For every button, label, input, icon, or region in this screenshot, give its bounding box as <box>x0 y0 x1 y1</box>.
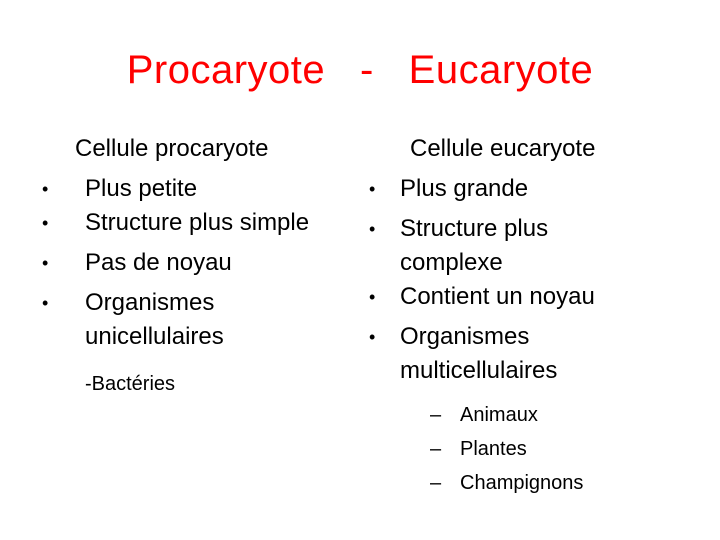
sublist-item-text: Plantes <box>460 438 527 460</box>
procaryote-list <box>0 172 360 354</box>
bullet-icon: • <box>369 287 376 307</box>
sublist-item-text: Champignons <box>460 472 584 494</box>
eucaryote-sublist <box>430 398 583 500</box>
dash-icon: – <box>430 438 442 460</box>
list-item <box>0 206 360 246</box>
sublist-item <box>430 432 583 466</box>
eucaryote-list <box>360 172 700 388</box>
list-item-text: Contient un noyau <box>400 283 595 310</box>
bullet-icon: • <box>42 253 49 273</box>
sublist-item <box>430 398 583 432</box>
list-item-text: Structure plus complexe <box>400 215 549 276</box>
sublist-item <box>430 466 583 500</box>
dash-icon: – <box>430 404 442 426</box>
list-item-text: Organismes multicellulaires <box>400 323 558 384</box>
bullet-icon: • <box>42 179 49 199</box>
list-item-text: Organismes unicellulaires <box>85 289 224 350</box>
bullet-icon: • <box>369 327 376 347</box>
list-item <box>360 280 700 320</box>
procaryote-heading: Cellule procaryote <box>75 135 269 162</box>
list-item <box>360 320 600 388</box>
list-item <box>360 212 560 280</box>
slide-title: Procaryote - Eucaryote <box>126 48 594 92</box>
bullet-icon: • <box>369 179 376 199</box>
list-item <box>0 286 285 354</box>
list-item-text: Plus grande <box>400 175 529 202</box>
eucaryote-heading: Cellule eucaryote <box>410 135 596 162</box>
list-item-text: Plus petite <box>85 175 198 202</box>
bullet-icon: • <box>42 213 49 233</box>
bacteria-note: -Bactéries <box>85 373 176 395</box>
list-item <box>0 172 360 206</box>
list-item <box>0 246 360 286</box>
list-item-text: Pas de noyau <box>85 249 232 276</box>
sublist-item-text: Animaux <box>460 404 538 426</box>
dash-icon: – <box>430 472 442 494</box>
list-item <box>360 172 700 212</box>
bullet-icon: • <box>42 293 49 313</box>
list-item-text: Structure plus simple <box>85 209 310 236</box>
bullet-icon: • <box>369 219 376 239</box>
